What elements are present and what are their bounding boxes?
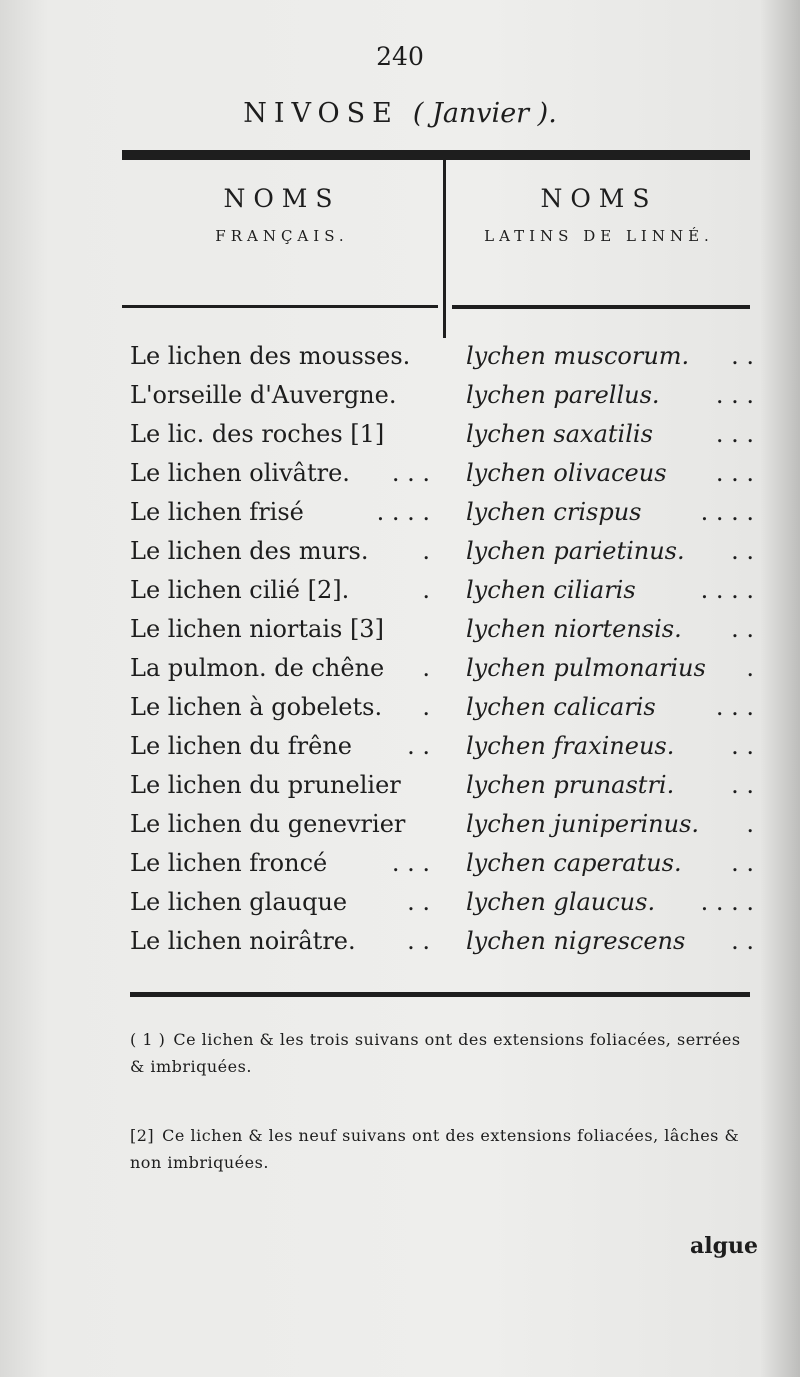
latin-leader-dots: . . . (715, 693, 754, 721)
latin-leader-dots: . . (731, 927, 754, 955)
french-name: Le lichen du genevrier (130, 810, 406, 838)
footnote-2 (130, 1122, 750, 1176)
column-divider (443, 160, 446, 338)
french-name: Le lichen noirâtre. (130, 927, 356, 955)
latin-leader-dots: . . (731, 732, 754, 760)
french-leader-dots: . . (407, 732, 430, 760)
latin-name: lychen parietinus. (466, 537, 685, 565)
latin-leader-dots: . . . (715, 381, 754, 409)
header-latin (448, 184, 750, 245)
footnote-2-text: Ce lichen & les neuf suivans ont des extensions foliacées, lâches & non imbriquées. (130, 1126, 740, 1172)
header-french-small: FRANÇAIS. (215, 227, 349, 245)
header-french-big: NOMS (223, 184, 341, 213)
french-name: Le lichen des mousses. (130, 342, 411, 370)
table-row (0, 884, 800, 923)
table-row (0, 845, 800, 884)
header-underline-left (122, 305, 438, 308)
latin-name: lychen fraxineus. (466, 732, 675, 760)
latin-leader-dots: . . . . (700, 498, 754, 526)
french-leader-dots: . (422, 654, 430, 682)
french-name: Le lichen à gobelets. (130, 693, 383, 721)
french-leader-dots: . (422, 693, 430, 721)
table-row (0, 767, 800, 806)
latin-name: lychen parellus. (466, 381, 660, 409)
table-row (0, 611, 800, 650)
latin-name: lychen prunastri. (466, 771, 675, 799)
french-name: Le lichen olivâtre. (130, 459, 350, 487)
french-name: Le lichen des murs. (130, 537, 369, 565)
table-row (0, 650, 800, 689)
latin-name: lychen caperatus. (466, 849, 682, 877)
header-latin-small: LATINS DE LINNÉ. (484, 227, 714, 245)
table-row (0, 728, 800, 767)
french-leader-dots: . . (407, 888, 430, 916)
french-name: Le lichen niortais [3] (130, 615, 384, 643)
footnote-2-number: [2] (130, 1126, 155, 1145)
header-latin-big: NOMS (540, 184, 658, 213)
latin-name: lychen crispus (466, 498, 642, 526)
table-row (0, 806, 800, 845)
french-leader-dots: . . (407, 927, 430, 955)
french-leader-dots: . . . (391, 849, 430, 877)
latin-leader-dots: . (746, 810, 754, 838)
footnote-1 (130, 1026, 750, 1080)
latin-leader-dots: . . . (715, 420, 754, 448)
catchword: algue (690, 1233, 758, 1259)
french-name: Le lichen glauque (130, 888, 348, 916)
latin-name: lychen saxatilis (466, 420, 653, 448)
latin-leader-dots: . . (731, 537, 754, 565)
french-name: Le lichen du prunelier (130, 771, 401, 799)
latin-leader-dots: . . (731, 615, 754, 643)
title-month-gloss: ( Janvier ). (412, 98, 557, 129)
latin-name: lychen nigrescens (466, 927, 686, 955)
latin-name: lychen niortensis. (466, 615, 682, 643)
header-french (122, 184, 442, 245)
french-leader-dots: . (422, 537, 430, 565)
french-leader-dots: . . . (391, 459, 430, 487)
page-number: 240 (376, 42, 424, 71)
french-name: L'orseille d'Auvergne. (130, 381, 397, 409)
title-month-name: NIVOSE (243, 98, 399, 129)
table-row (0, 416, 800, 455)
french-name: Le lichen frisé (130, 498, 304, 526)
table-row (0, 377, 800, 416)
latin-name: lychen olivaceus (466, 459, 667, 487)
table-row (0, 689, 800, 728)
latin-leader-dots: . . (731, 342, 754, 370)
latin-name: lychen calicaris (466, 693, 656, 721)
french-name: Le lichen cilié [2]. (130, 576, 350, 604)
french-name: Le lic. des roches [1] (130, 420, 385, 448)
french-name: Le lichen froncé (130, 849, 328, 877)
footnote-1-text: Ce lichen & les trois suivans ont des extensions foliacées, serrées & imbriquées. (130, 1030, 741, 1076)
french-name: La pulmon. de chêne (130, 654, 385, 682)
table-row (0, 923, 800, 962)
latin-leader-dots: . (746, 654, 754, 682)
footnote-1-number: ( 1 ) (130, 1030, 166, 1049)
table-row (0, 338, 800, 377)
table-row (0, 494, 800, 533)
latin-leader-dots: . . (731, 771, 754, 799)
latin-name: lychen glaucus. (466, 888, 656, 916)
table-row (0, 533, 800, 572)
names-table (0, 338, 800, 962)
latin-name: lychen pulmonarius (466, 654, 706, 682)
french-name: Le lichen du frêne (130, 732, 352, 760)
french-leader-dots: . . . . (376, 498, 430, 526)
latin-leader-dots: . . . (715, 459, 754, 487)
table-bottom-rule (130, 992, 750, 997)
header-rule (122, 150, 750, 160)
header-underline-right (452, 305, 750, 309)
page-title (0, 98, 800, 129)
latin-name: lychen ciliaris (466, 576, 636, 604)
latin-name: lychen muscorum. (466, 342, 690, 370)
table-row (0, 572, 800, 611)
latin-leader-dots: . . . . (700, 576, 754, 604)
latin-leader-dots: . . (731, 849, 754, 877)
latin-name: lychen juniperinus. (466, 810, 700, 838)
french-leader-dots: . (422, 576, 430, 604)
latin-leader-dots: . . . . (700, 888, 754, 916)
table-row (0, 455, 800, 494)
